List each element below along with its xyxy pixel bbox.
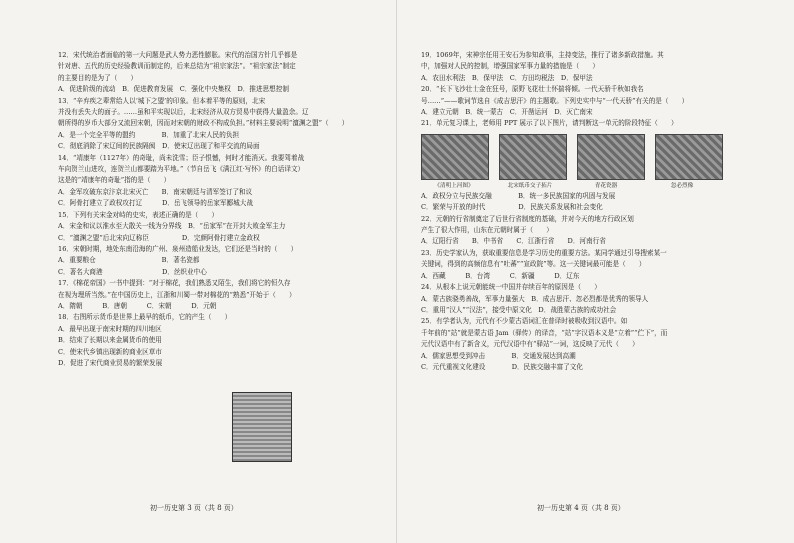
caption-portrait: 忽必烈像 xyxy=(670,182,694,189)
right-text-line: 25．有学者认为，元代有不少蒙古语词汇在普译时被吸收到汉语中。如 xyxy=(421,317,628,326)
left-text-line: 针对唐、五代的历史经验教训而制定的，后来总结为“祖宗家法”。“祖宗家法”制定 xyxy=(58,62,296,71)
left-text-line: A．金军攻破东京汴京北宋灭亡 B．南宋朝廷与清军签订了和议 xyxy=(58,187,253,196)
paper-money-image xyxy=(232,392,292,462)
right-text-line: A．儒家思想受到冲击 B．交通发展达到高潮 xyxy=(421,351,576,360)
left-text-line: 16．宋朝时期，地处东南沿海的广州、泉州造船业发达，它们还是当时的（ ） xyxy=(58,244,298,253)
right-page-footer: 初一历史第 4 页（共 8 页） xyxy=(537,504,625,512)
painting-image xyxy=(421,134,489,180)
right-text-line: A．西藏 B．台湾 C．新疆 D．辽东 xyxy=(421,271,580,280)
left-text-line: 13．“辛弃疾之辈常给人以‘城下之盟’的印象。但本着平等的原则，北宋 xyxy=(58,96,266,105)
right-exam-page xyxy=(397,0,794,543)
right-text-line: 元代汉语中有了新含义，元代汉语中有“驿站”一词，这反映了元代（ ） xyxy=(421,340,639,349)
right-text-line: 22．元朝的行省制奠定了后世行省制度的基础，并对今天的地方行政区划 xyxy=(421,214,634,223)
right-question-text-continued xyxy=(421,191,742,374)
right-text-line: 21．单元复习课上，老师用 PPT 展示了以下图片，请判断这一单元的阶段特征（ ） xyxy=(421,119,678,128)
left-text-line: 18．右图所示货币是世界上最早的纸币，它的产生（ ） xyxy=(58,313,232,322)
left-text-line: 在视为理所当然。”在中国历史上，江浙和川蜀一带对棉花的“熟悉”开始于（ ） xyxy=(58,290,296,299)
caption-painting: 《清明上河图》 xyxy=(434,182,474,189)
left-text-line: C．彻底消除了宋辽间的民族隔阂 D．使宋辽出现了和平交流的局面 xyxy=(58,142,260,151)
q18-options xyxy=(58,324,372,370)
left-text-line: 并没有丢失大的面子。……虽和平实现以后，北宋经济从双方贸易中获得大量盈余。辽 xyxy=(58,108,309,117)
left-text-line: A．重要粮仓 B．著名瓷都 xyxy=(58,256,200,265)
banknote-image xyxy=(499,134,567,180)
q18-option-d: D．促进了宋代商业贸易的繁荣发展 xyxy=(58,358,163,367)
right-text-line: 23．历史学家认为，获取重要信息是学习历史的重要方法。某同学通过引导搜索某一 xyxy=(421,248,667,257)
left-text-line: C．“澶渊之盟”后北宋向辽称臣 D．完颜阿骨打建立金政权 xyxy=(58,233,260,242)
left-text-line: 17．《棉花帝国》一书中提到：“对于棉花，我们熟悉又陌生，我们将它的恒久存 xyxy=(58,279,291,288)
left-text-line: 的主要目的是为了（ ） xyxy=(58,73,138,82)
left-text-line: 朝所得的岁币大部分又流回宋朝，因而对宋朝的财政不构成负担。”材料主要说明“澶渊之盟”（ ） xyxy=(58,119,349,128)
q18-option-b: B．结束了长期以来金属货币的使用 xyxy=(58,336,162,345)
left-text-line: 12．宋代统治者面临的第一大问题是武人势力恶性膨胀。宋代的治国方针几乎都是 xyxy=(58,51,298,59)
right-text-line: 中，加强对人民的控制，增强国家军事力量的措施是（ ） xyxy=(421,62,600,71)
right-text-line: C．元代重视文化建设 D．民族交融丰富了文化 xyxy=(421,362,583,371)
left-text-line: 车向贺兰山进攻，连贺兰山都要踏为平地。”（节自岳飞《满江红·写怀》的白话译文） xyxy=(58,165,305,174)
portrait-image xyxy=(655,134,723,180)
right-text-line: 19．1069年，宋神宗任用王安石为参知政事，主持变法，推行了诸多新政措施。其 xyxy=(421,51,664,59)
right-text-line: C．重用“汉人”“汉法”，接受中原文化 D．战胜蒙古族的成功社会 xyxy=(421,305,617,314)
left-text-line: A．是一个完全平等的盟约 B．加重了北宋人民的负担 xyxy=(58,130,240,139)
right-text-line: A．建立元朝 B．统一蒙古 C．开凿运河 D．灭亡南宋 xyxy=(421,108,593,117)
right-text-line: 24．从根本上说元朝能统一中国并存续百年的原因是（ ） xyxy=(421,283,601,292)
right-text-line: 20．“长下飞沙壮士金在狂号，原野飞花壮士怀揣将倾。一代天骄千秋如我名 xyxy=(421,85,644,94)
right-text-line: 号……”——歌词节选自《成吉思汗》的主题歌。下列史实中与“一代天骄”有关的是（ ） xyxy=(421,96,689,105)
right-text-line: A．辽阳行省 B．中书省 C．江浙行省 D．河南行省 xyxy=(421,237,606,246)
left-text-line: A．促进阶级的流动 B．促进教育发展 C．强化中央集权 D．推进思想控制 xyxy=(58,85,289,94)
left-text-line: 这是的“靖康年的奇耻”指的是（ ） xyxy=(58,176,171,185)
left-question-text xyxy=(58,50,372,324)
q21-image-row xyxy=(421,134,742,180)
porcelain-image xyxy=(577,134,645,180)
caption-porcelain: 青花瓷器 xyxy=(594,182,618,189)
right-text-line: C．繁荣与开放的时代 D．民族关系发展和社会变化 xyxy=(421,203,603,212)
q18-option-a: A．最早出现于南宋时期的四川地区 xyxy=(58,324,162,333)
q21-caption-row xyxy=(421,182,742,191)
left-text-line: A．宋金和议以淮水至大散关一线为分界线 B．“岳家军”在开封大败金军主力 xyxy=(58,222,286,231)
left-text-line: C．著名大商港 D．丝织业中心 xyxy=(58,267,207,276)
left-text-line: C．阿骨打建立了政权攻打辽 D．岳飞领导的岳家军郾城大战 xyxy=(58,199,253,208)
right-text-line: A．农田水利法 B．保甲法 C．方田均税法 D．保甲法 xyxy=(421,73,593,82)
right-text-line: 关键词，得到的高频信息有“吐蕃”“宣政院”等。这一关键词最可能是（ ） xyxy=(421,260,646,269)
right-text-line: A．政权分立与民族交融 B．统一多民族国家的巩固与发展 xyxy=(421,191,616,200)
left-page-footer: 初一历史第 3 页（共 8 页） xyxy=(150,504,238,512)
right-text-line: 千年前的“站”就是蒙古语 Jam（驿传）的译音，“站”字汉语本义是“立着”“伫下”，而 xyxy=(421,328,668,337)
left-text-line: 14．“靖康年（1127年）的奇耻，尚未洗雪；臣子恨憾，何时才能消灭。我要驾着战 xyxy=(58,153,305,162)
right-text-line: 产生了很大作用，山东在元朝时属于（ ） xyxy=(421,226,553,235)
caption-banknote: 北宋纸币交子拓片 xyxy=(507,182,553,189)
left-text-line: 15．下列有关宋金对峙的史实，表述正确的是（ ） xyxy=(58,210,219,219)
q18-option-c: C．使宋代乡镇出现新的商业区草市 xyxy=(58,347,162,356)
right-text-line: A．蒙古族骁勇善战，军事力量强大 B．成吉思汗、忽必烈都是优秀的领导人 xyxy=(421,294,649,303)
left-text-line: A．隋朝 B．唐朝 C．宋朝 D．元朝 xyxy=(58,301,217,310)
right-question-text xyxy=(421,50,742,130)
